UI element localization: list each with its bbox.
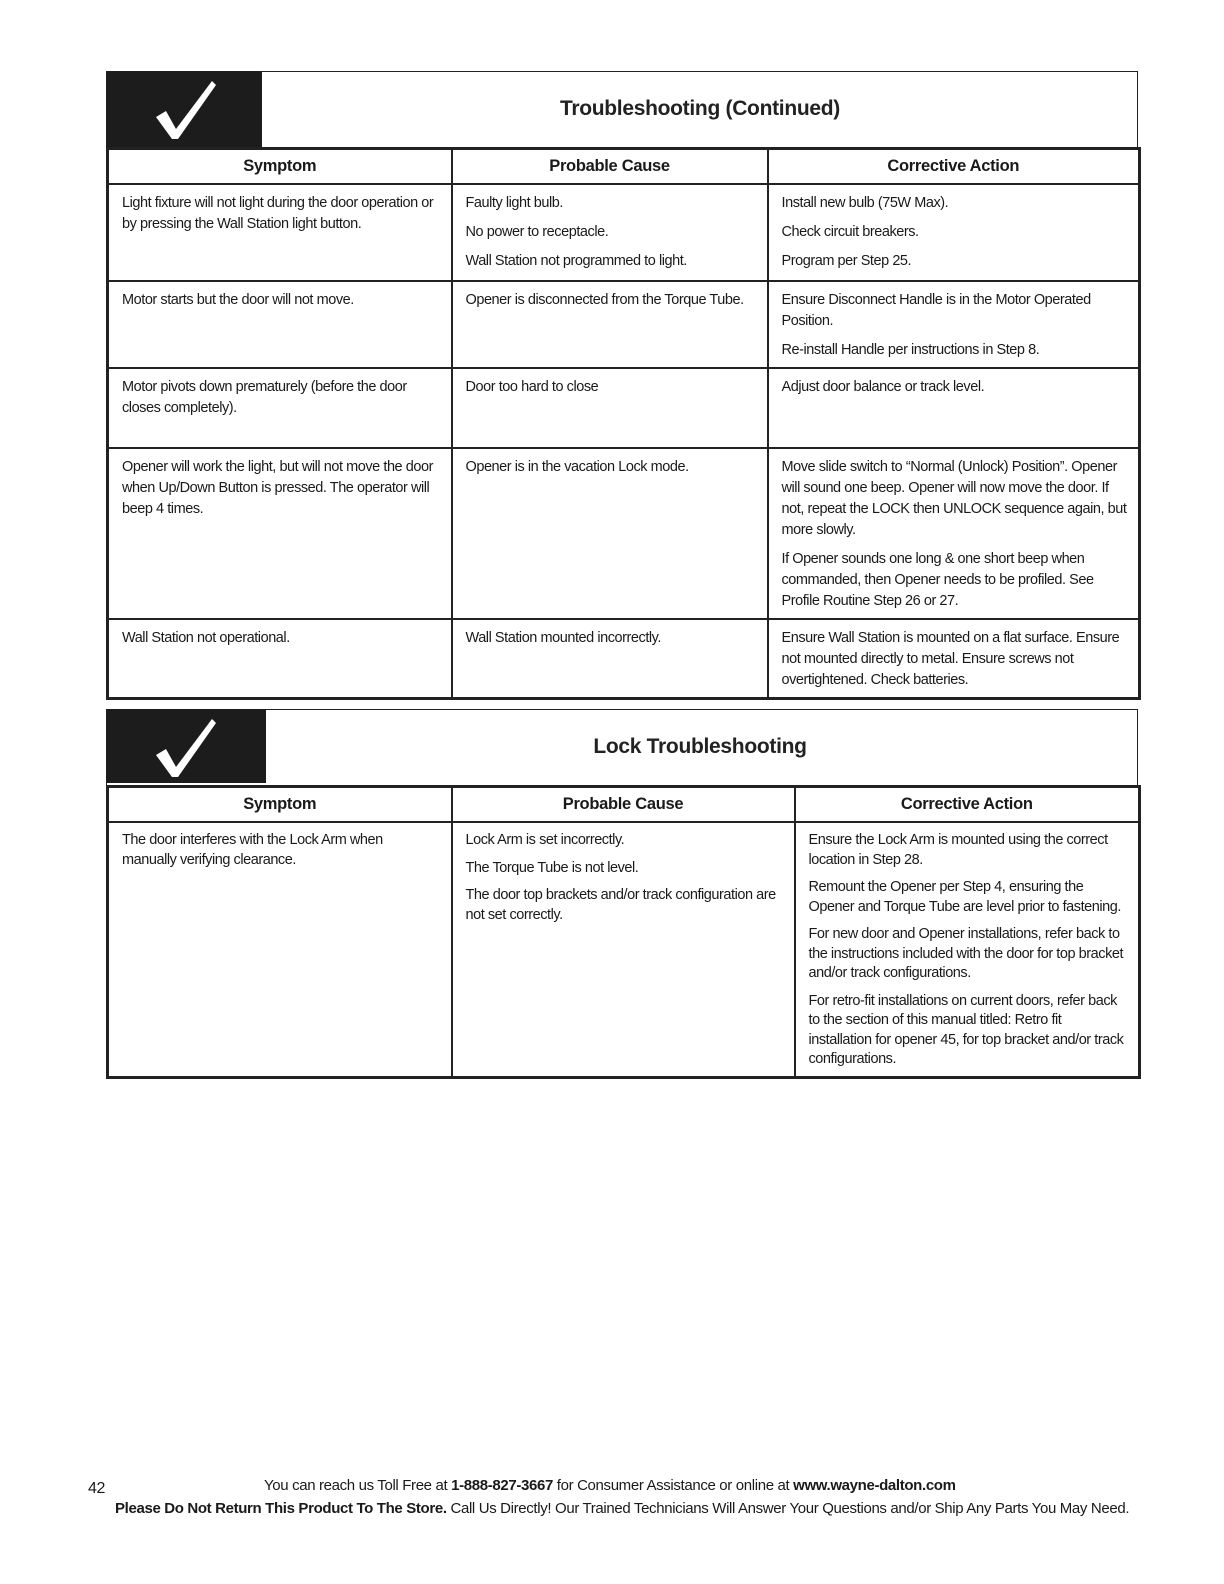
symptom-text: The door interferes with the Lock Arm when manually verifying clearance. <box>122 832 383 868</box>
cause-cell <box>452 281 768 368</box>
footer-contact-line: You can reach us Toll Free at 1-888-827-3667 for Consumer Assistance or online at www.wayne-dalton.com <box>264 1477 956 1494</box>
column-header-symptom: Symptom <box>108 149 452 185</box>
action-cell <box>768 368 1140 448</box>
table-row <box>108 368 1140 448</box>
cause-text: Opener is in the vacation Lock mode. <box>465 459 689 475</box>
symptom-text: Motor starts but the door will not move. <box>122 292 354 308</box>
column-header-corrective-action: Corrective Action <box>768 149 1140 185</box>
action-cell <box>768 281 1140 368</box>
action-text: Adjust door balance or track level. <box>781 379 985 395</box>
symptom-cell <box>108 822 452 1077</box>
checkmark-icon <box>150 77 222 143</box>
section-title: Lock Troubleshooting <box>593 735 807 758</box>
cause-text: Opener is disconnected from the Torque Tube. <box>465 292 744 308</box>
symptom-text: Motor pivots down prematurely (before the door closes completely). <box>122 379 407 416</box>
cause-text: Faulty light bulb. <box>465 195 563 211</box>
action-text: Check circuit breakers. <box>781 224 919 240</box>
action-text: Ensure Disconnect Handle is in the Motor Operated Position. <box>781 292 1091 329</box>
cause-text: The door top brackets and/or track configuration are not set correctly. <box>465 887 776 923</box>
action-cell <box>768 184 1140 281</box>
column-header-probable-cause: Probable Cause <box>452 149 768 185</box>
action-cell <box>768 448 1140 619</box>
action-text: Install new bulb (75W Max). <box>781 195 949 211</box>
action-text: Ensure the Lock Arm is mounted using the correct location in Step 28. <box>808 832 1108 868</box>
table-header-row <box>108 787 1140 823</box>
lock-troubleshooting-section <box>106 709 1138 1079</box>
phone-number: 1-888-827-3667 <box>451 1477 553 1494</box>
cause-cell <box>452 184 768 281</box>
section-header <box>106 709 1138 785</box>
symptom-text: Light fixture will not light during the door operation or by pressing the Wall Station light button. <box>122 195 434 232</box>
checkmark-badge <box>106 71 262 147</box>
action-text: If Opener sounds one long & one short beep when commanded, then Opener needs to be profiled. See Profile Routine Step 26 or 27. <box>781 551 1094 609</box>
troubleshooting-table <box>106 147 1141 700</box>
symptom-cell <box>108 448 452 619</box>
cause-text: The Torque Tube is not level. <box>465 859 639 876</box>
table-row <box>108 281 1140 368</box>
action-text: For retro-fit installations on current doors, refer back to the section of this manual titled: Retro fit installation for opener 45, for top bracket and/or track configurations. <box>808 992 1124 1067</box>
table-header-row <box>108 149 1140 185</box>
cause-cell <box>452 822 795 1077</box>
action-text: Program per Step 25. <box>781 253 912 269</box>
cause-cell <box>452 368 768 448</box>
column-header-symptom: Symptom <box>108 787 452 823</box>
cause-text: Wall Station mounted incorrectly. <box>465 630 661 646</box>
action-cell <box>795 822 1140 1077</box>
section-title: Troubleshooting (Continued) <box>559 97 840 120</box>
table-row <box>108 184 1140 281</box>
lock-troubleshooting-table <box>106 785 1141 1079</box>
cause-text: Lock Arm is set incorrectly. <box>465 832 625 848</box>
symptom-cell <box>108 619 452 699</box>
troubleshooting-continued-section <box>106 71 1138 700</box>
table-row <box>108 448 1140 619</box>
cause-text: Wall Station not programmed to light. <box>465 253 687 269</box>
action-cell <box>768 619 1140 699</box>
page-number: 42 <box>88 1480 106 1497</box>
symptom-cell <box>108 368 452 448</box>
cause-cell <box>452 448 768 619</box>
checkmark-badge <box>106 709 266 783</box>
website-link[interactable]: www.wayne-dalton.com <box>793 1477 956 1494</box>
cause-text: Door too hard to close <box>465 379 599 395</box>
checkmark-icon <box>150 715 222 781</box>
symptom-text: Opener will work the light, but will not move the door when Up/Down Button is pressed. The operator will beep 4 times. <box>122 459 433 517</box>
column-header-corrective-action: Corrective Action <box>795 787 1140 823</box>
action-text: Ensure Wall Station is mounted on a flat surface. Ensure not mounted directly to metal. Ensure screws not overtightened. Check batteries. <box>781 630 1120 688</box>
symptom-cell <box>108 184 452 281</box>
symptom-text: Wall Station not operational. <box>122 630 290 646</box>
symptom-cell <box>108 281 452 368</box>
action-text: Remount the Opener per Step 4, ensuring the Opener and Torque Tube are level prior to fastening. <box>808 879 1121 915</box>
table-row <box>108 822 1140 1077</box>
column-header-probable-cause: Probable Cause <box>452 787 795 823</box>
section-header <box>106 71 1138 147</box>
action-text: For new door and Opener installations, refer back to the instructions included with the door for top bracket and/or track configurations. <box>808 926 1124 981</box>
cause-cell <box>452 619 768 699</box>
action-text: Move slide switch to “Normal (Unlock) Position”. Opener will sound one beep. Opener will now move the door. If not, repeat the LOCK then UNLOCK sequence again, but more slowly. <box>781 459 1127 538</box>
cause-text: No power to receptacle. <box>465 224 609 240</box>
footer-notice-line: Please Do Not Return This Product To The Store. Call Us Directly! Our Trained Technicians Will Answer Your Questions and/or Ship Any Parts You May Need. <box>115 1500 1130 1517</box>
table-row <box>108 619 1140 699</box>
action-text: Re-install Handle per instructions in Step 8. <box>781 342 1040 358</box>
